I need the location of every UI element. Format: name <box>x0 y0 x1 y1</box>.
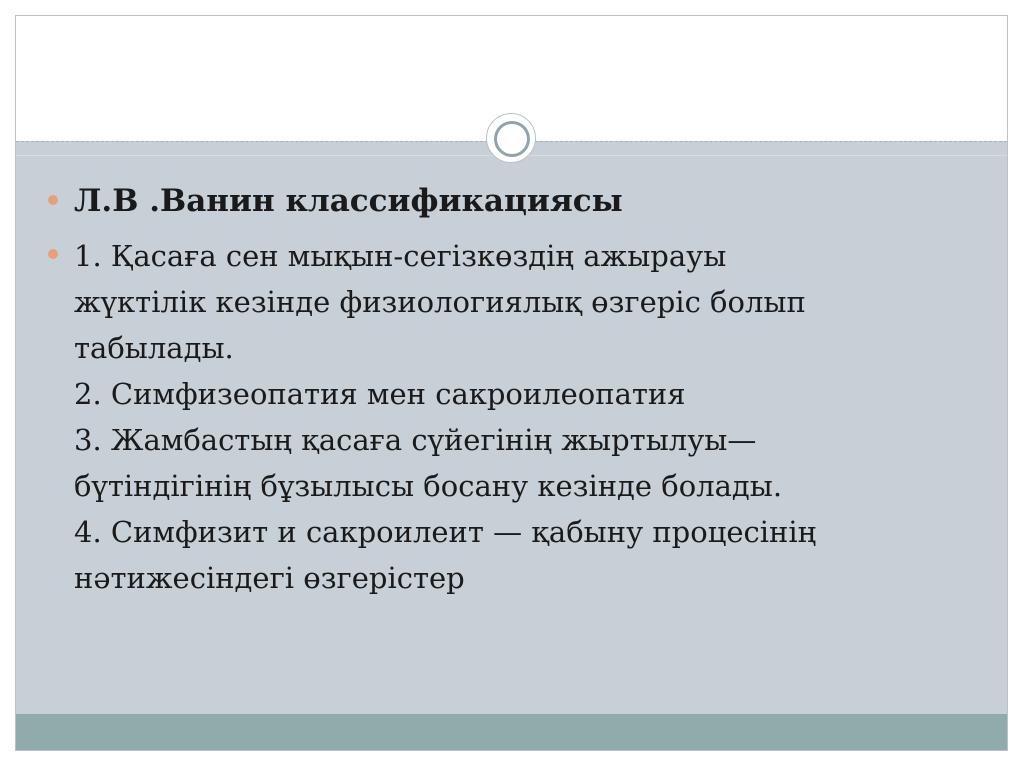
body-line-3: табылады. <box>74 331 234 365</box>
bullet-body <box>46 233 976 601</box>
bullet-dot-icon <box>48 195 58 205</box>
classification-heading: Л.В .Ванин классификациясы <box>74 183 623 219</box>
body-line-8: нәтижесіндегі өзгерістер <box>74 561 465 595</box>
ring-inner-icon <box>494 121 530 157</box>
footer-bar <box>16 714 1007 750</box>
bullet-dot-icon <box>48 249 58 259</box>
bullet-heading <box>46 181 976 221</box>
slide <box>15 15 1008 751</box>
body-line-4: 2. Симфизеопатия мен сакроилеопатия <box>74 377 686 411</box>
body-line-2: жүктілік кезінде физиологиялық өзгеріс болып <box>74 285 806 319</box>
body-line-6: бүтіндігінің бұзылысы босану кезінде болады. <box>74 469 783 503</box>
ring-ornament-icon <box>486 113 536 163</box>
body-line-7: 4. Симфизит и сакроилеит — қабыну процесінің <box>74 515 817 549</box>
body-line-1: 1. Қасаға сен мықын-сегізкөздің ажырауы <box>74 239 727 273</box>
slide-content <box>46 181 976 613</box>
body-line-5: 3. Жамбастың қасаға сүйегінің жыртылуы— <box>74 423 757 457</box>
